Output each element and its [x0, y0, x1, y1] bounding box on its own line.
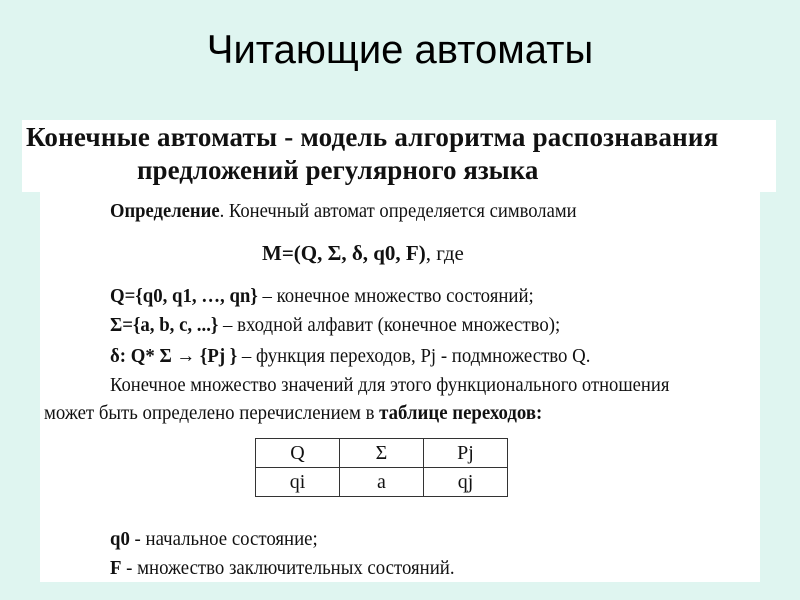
sigma-definition: Σ={a, b, c, ...} — [110, 314, 219, 336]
table-header-cell: Σ — [340, 439, 424, 468]
heading-line-1: Конечные автоматы - модель алгоритма распознавания — [26, 122, 719, 152]
table-header-cell: Q — [256, 439, 340, 468]
table-row — [256, 468, 508, 497]
formula-where: , где — [425, 241, 464, 265]
f-line — [110, 557, 455, 580]
q0-line — [110, 528, 318, 551]
table-cell: a — [340, 468, 424, 497]
sigma-definition-line — [110, 314, 560, 337]
q-definition-text: – конечное множество состояний; — [257, 285, 534, 307]
q0-text: - начальное состояние; — [129, 528, 318, 550]
transition-table-label: таблице переходов: — [379, 402, 543, 424]
table-header-cell: Pj — [424, 439, 508, 468]
definition-line — [110, 200, 577, 223]
sigma-definition-text: – входной алфавит (конечное множество); — [218, 314, 561, 336]
table-cell: qj — [424, 468, 508, 497]
definition-label: Определение — [110, 200, 220, 222]
delta-definition: δ: Q* Σ → {Pj } — [110, 345, 238, 367]
f-text: - множество заключительных состояний. — [121, 557, 455, 579]
table-header-row — [256, 439, 508, 468]
delta-definition-line — [110, 345, 590, 368]
paragraph-line-2 — [44, 402, 542, 425]
paragraph-line-1: Конечное множество значений для этого функционального отношения — [110, 374, 670, 396]
q-definition: Q={q0, q1, …, qn} — [110, 285, 258, 307]
paragraph-line-2-text: может быть определено перечислением в — [44, 402, 380, 424]
q0-definition: q0 — [110, 528, 130, 550]
slide-title: Читающие автоматы — [206, 28, 594, 72]
content-box — [40, 192, 760, 582]
q-definition-line — [110, 285, 534, 308]
heading-box — [22, 120, 776, 192]
formula-line — [262, 241, 464, 266]
transition-table — [255, 438, 508, 497]
heading-line-2: предложений регулярного языка — [137, 155, 539, 185]
f-definition: F — [110, 557, 122, 579]
delta-definition-text: – функция переходов, Pj - подмножество Q. — [237, 345, 591, 367]
definition-text: . Конечный автомат определяется символами — [219, 200, 577, 222]
formula-tuple: M=(Q, Σ, δ, q0, F) — [262, 241, 426, 265]
table-cell: qi — [256, 468, 340, 497]
